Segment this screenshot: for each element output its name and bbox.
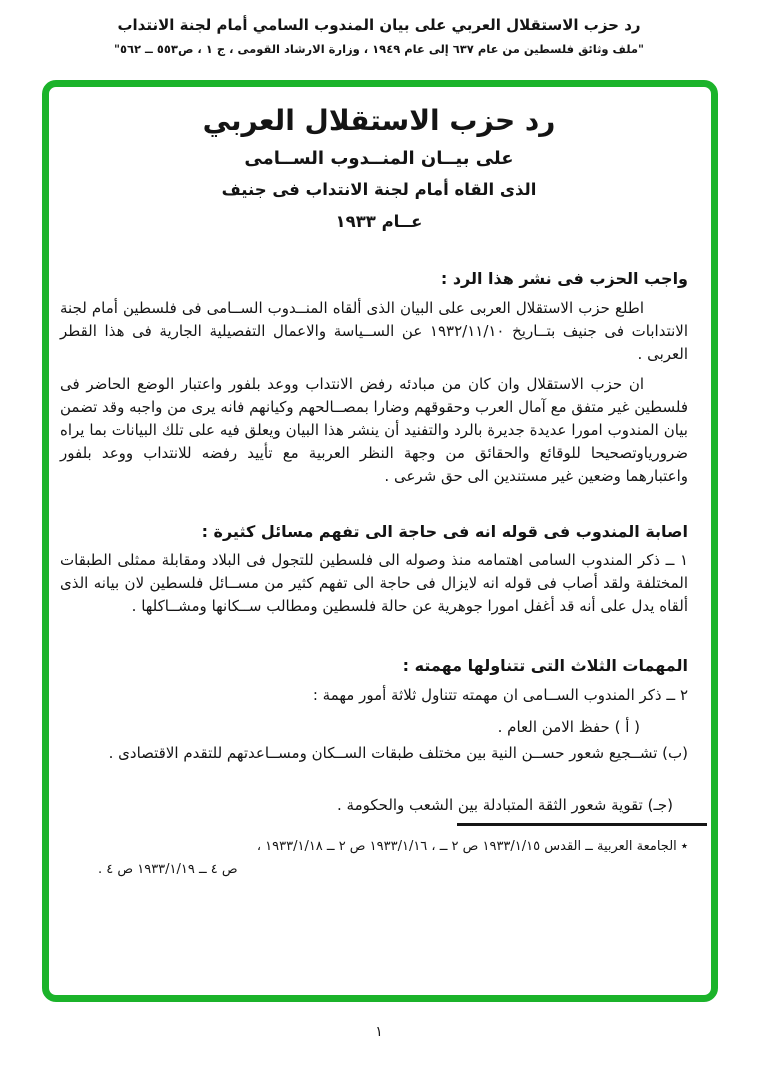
header-source-citation: "ملف وثائق فلسطين من عام ٦٣٧ إلى عام ١٩٤٩ ، وزارة الارشاد القومى ، ج ١ ، ص٥٥٣ ــ ٥٦٢" <box>113 42 645 56</box>
list-item-1: ١ ــ ذكر المندوب السامى اهتمامه منذ وصوله الى فلسطين للتجول فى البلاد ومقابلة ممثلى الطبقات المختلفة ولقد أصاب فى قوله انه لايزال فى حاجة الى تفهم كثير من مســائل فلسطين لان بيانه الذى ألقاه يدل على أنه قد أغفل امورا جوهرية عن حالة فلسطين ومطالب ســكانها ومشــاكلها . <box>60 551 688 615</box>
list-item-2: ٢ ــ ذكر المندوب الســامى ان مهمته تتناول ثلاثة أمور مهمة : <box>312 686 688 704</box>
header-title: رد حزب الاستقلال العربي على بيان المندوب السامي أمام لجنة الانتداب <box>117 16 641 34</box>
document-year: عــام ١٩٣٣ <box>335 212 423 231</box>
footnote-line-1: ٭ الجامعة العربية ــ القدس ١٩٣٣/١/١٥ ص ٢ ــ ، ١٩٣٣/١/١٦ ص ٢ ــ ١٩٣٣/١/١٨ ، <box>256 839 688 854</box>
document-title-block <box>120 103 638 233</box>
sub-item-a: ( أ ) حفظ الامن العام . <box>497 718 640 736</box>
sub-item-c: (جـ) تقوية شعور الثقة المتبادلة بين الشعب والحكومة . <box>336 796 673 814</box>
page-header <box>0 12 758 58</box>
paragraph-duty-1: اطلع حزب الاستقلال العربى على البيان الذى ألقاه المنــدوب الســامى فى فلسطين أمام لجنة الانتدابات فى جنيف بتــاريخ ١٩٣٢/١١/١٠ عن الســياسة والاعمال التفصيلية الجارية فى هذا القطر العربى . <box>60 299 688 363</box>
sub-item-b: (ب) تشــجيع شعور حســن النية بين مختلف طبقات الســكان ومســاعدتهم للتقدم الاقتصادى . <box>108 744 688 762</box>
document-title: رد حزب الاستقلال العربي <box>202 104 556 137</box>
document-subtitle-2: الذى القاه أمام لجنة الانتداب فى جنيف <box>221 180 537 199</box>
footnote-line-2: ص ٤ ــ ١٩٣٣/١/١٩ ص ٤ . <box>98 862 238 877</box>
document-subtitle-1: على بيــان المنــدوب الســامى <box>244 148 514 169</box>
section-heading-understanding: اصابة المندوب فى قوله انه فى حاجة الى تفهم مسائل كثيرة : <box>201 522 688 541</box>
section-heading-tasks: المهمات الثلاث التى تتناولها مهمته : <box>402 656 688 675</box>
page-number: ١ <box>375 1024 383 1040</box>
footnote-divider <box>457 823 707 826</box>
paragraph-duty-2: ان حزب الاستقلال وان كان من مبادئه رفض الانتداب ووعد بلفور واعتبار الوضع الحاضر فى فلسطين غير متفق مع آمال العرب وحقوقهم وضارا بمصــالحهم وكيانهم فانه يرى من واجبه وقد تضمن بيان المندوب امورا عديدة جديرة بالرد والتفنيد أن ينشر هذا البيان ويعلق فيه على تلك البيانات بما يراه ضرورياوتصحيحا للوقائع والحقائق من وجهة النظر العربية مع تأييد رفضه للانتداب ووعد بلفور واعتبارهما وضعين غير مستندين الى حق شرعى . <box>60 375 688 485</box>
section-heading-duty: واجب الحزب فى نشر هذا الرد : <box>440 269 688 288</box>
